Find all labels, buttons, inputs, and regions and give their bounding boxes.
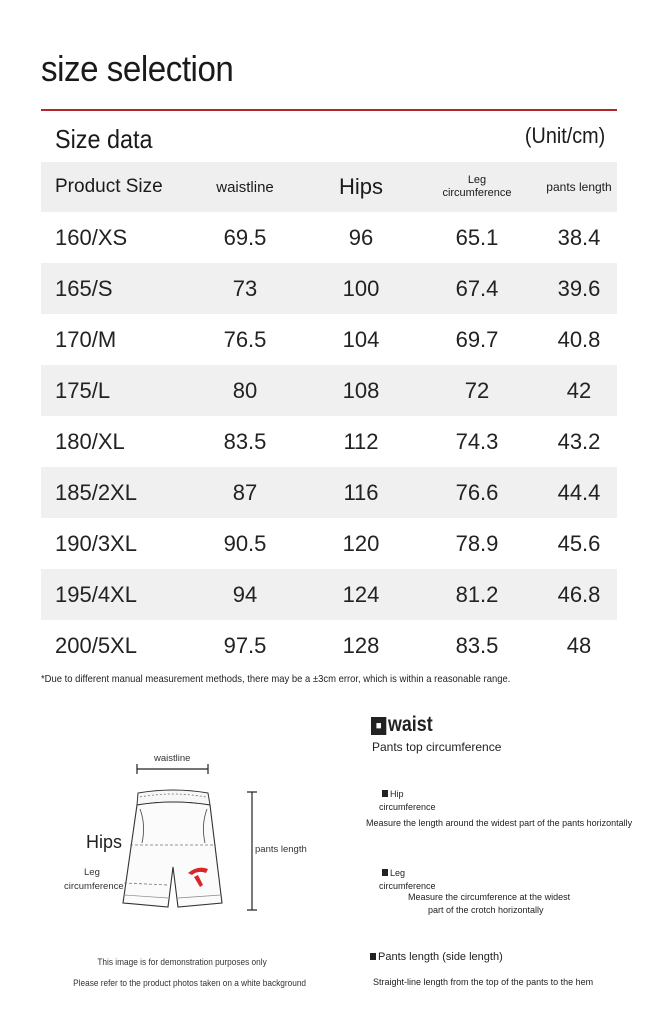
table-row: [41, 416, 617, 467]
leg-number-icon: [382, 869, 388, 876]
section-label: Size data: [55, 124, 153, 154]
length-number-icon: [370, 953, 376, 960]
header-hips: Hips: [309, 162, 413, 212]
table-cell: 48: [566, 632, 592, 658]
table-cell: 67.4: [413, 263, 541, 314]
table-cell: 104: [342, 326, 380, 352]
header-waistline: waistline: [181, 162, 309, 212]
table-row: [41, 263, 617, 314]
title-divider: [41, 109, 617, 111]
table-cell: 73: [181, 263, 309, 314]
length-description: Straight-line length from the top of the pants to the hem: [373, 977, 594, 987]
table-cell: 170/M: [55, 326, 117, 352]
header-pants-length: pants length: [541, 162, 617, 212]
table-cell: 44.4: [541, 467, 617, 518]
header-leg-text: Leg circumference: [442, 174, 512, 199]
header-product-size: Product Size: [41, 162, 181, 212]
table-cell: 72: [413, 365, 541, 416]
table-cell: 128: [342, 632, 380, 658]
table-cell: 83.5: [223, 428, 267, 454]
table-cell: 160/XS: [55, 224, 128, 250]
table-row: [41, 518, 617, 569]
table-cell: 87: [181, 467, 309, 518]
table-cell: 97.5: [223, 632, 267, 658]
header-leg-circumference: [413, 162, 541, 212]
table-cell: 96: [348, 224, 374, 250]
table-cell: 74.3: [455, 428, 499, 454]
measurement-note: *Due to different manual measurement methods, there may be a ±3cm error, which is within a reasonable range.: [41, 673, 511, 685]
hip-title-2: circumference: [379, 802, 436, 812]
length-title-text: Pants length (side length): [378, 951, 503, 963]
waist-title: [371, 713, 433, 737]
leg-label: Leg: [84, 867, 100, 878]
table-row: [41, 467, 617, 518]
table-cell: 124: [309, 569, 413, 620]
table-cell: 65.1: [455, 224, 499, 250]
table-cell: 83.5: [455, 632, 499, 658]
waist-number-icon: ■: [371, 717, 386, 735]
table-cell: 39.6: [541, 263, 617, 314]
hip-number-icon: [382, 790, 388, 797]
table-cell: 45.6: [557, 530, 601, 556]
size-table: [41, 162, 617, 671]
table-cell: 69.7: [455, 326, 499, 352]
table-cell: 42: [541, 365, 617, 416]
table-cell: 76.6: [413, 467, 541, 518]
table-cell: 69.5: [223, 224, 267, 250]
table-cell: 90.5: [223, 530, 267, 556]
table-cell: 38.4: [557, 224, 601, 250]
leg-description-1: Measure the circumference at the widest: [408, 892, 571, 902]
length-title: [370, 951, 503, 963]
table-cell: 190/3XL: [55, 530, 137, 556]
pants-length-label: pants length: [255, 844, 307, 855]
table-cell: 185/2XL: [41, 467, 181, 518]
leg-description-2: part of the crotch horizontally: [428, 905, 544, 915]
waist-subtitle: Pants top circumference: [372, 740, 502, 754]
table-row: [41, 314, 617, 365]
table-cell: 78.9: [455, 530, 499, 556]
table-row: [41, 365, 617, 416]
table-cell: 94: [181, 569, 309, 620]
waist-title-text: waist: [388, 713, 433, 736]
table-cell: 116: [309, 467, 413, 518]
table-cell: 108: [309, 365, 413, 416]
size-data-header: [41, 118, 617, 162]
table-cell: 81.2: [413, 569, 541, 620]
unit-label: (Unit/cm): [524, 123, 605, 148]
table-cell: 43.2: [557, 428, 601, 454]
hips-label: Hips: [86, 832, 123, 852]
table-cell: 80: [181, 365, 309, 416]
table-cell: 40.8: [557, 326, 601, 352]
table-cell: 100: [309, 263, 413, 314]
table-cell: 112: [343, 428, 379, 454]
table-cell: 195/4XL: [41, 569, 181, 620]
waistline-label: waistline: [154, 753, 191, 764]
hip-description: Measure the length around the widest part of the pants horizontally: [366, 818, 633, 828]
hip-title: [382, 789, 404, 799]
table-cell: 200/5XL: [55, 632, 137, 658]
table-row: [41, 212, 617, 263]
table-cell: 165/S: [41, 263, 181, 314]
table-header-row: [41, 162, 617, 212]
table-cell: 180/XL: [55, 428, 125, 454]
caption-reference: Please refer to the product photos taken on a white background: [73, 978, 307, 988]
table-cell: 76.5: [223, 326, 267, 352]
leg-title-text: Leg: [390, 868, 406, 878]
table-cell: 120: [342, 530, 380, 556]
table-cell: 46.8: [541, 569, 617, 620]
table-cell: 175/L: [41, 365, 181, 416]
shorts-diagram: [60, 745, 320, 925]
page-title: size selection: [41, 48, 234, 89]
hip-title-text: Hip: [390, 789, 404, 799]
leg-title-2: circumference: [379, 881, 436, 891]
leg-label-2: circumference: [64, 881, 124, 892]
table-row: [41, 569, 617, 620]
table-row: [41, 620, 617, 671]
caption-demo: This image is for demonstration purposes only: [97, 957, 267, 967]
leg-title: [382, 868, 405, 878]
